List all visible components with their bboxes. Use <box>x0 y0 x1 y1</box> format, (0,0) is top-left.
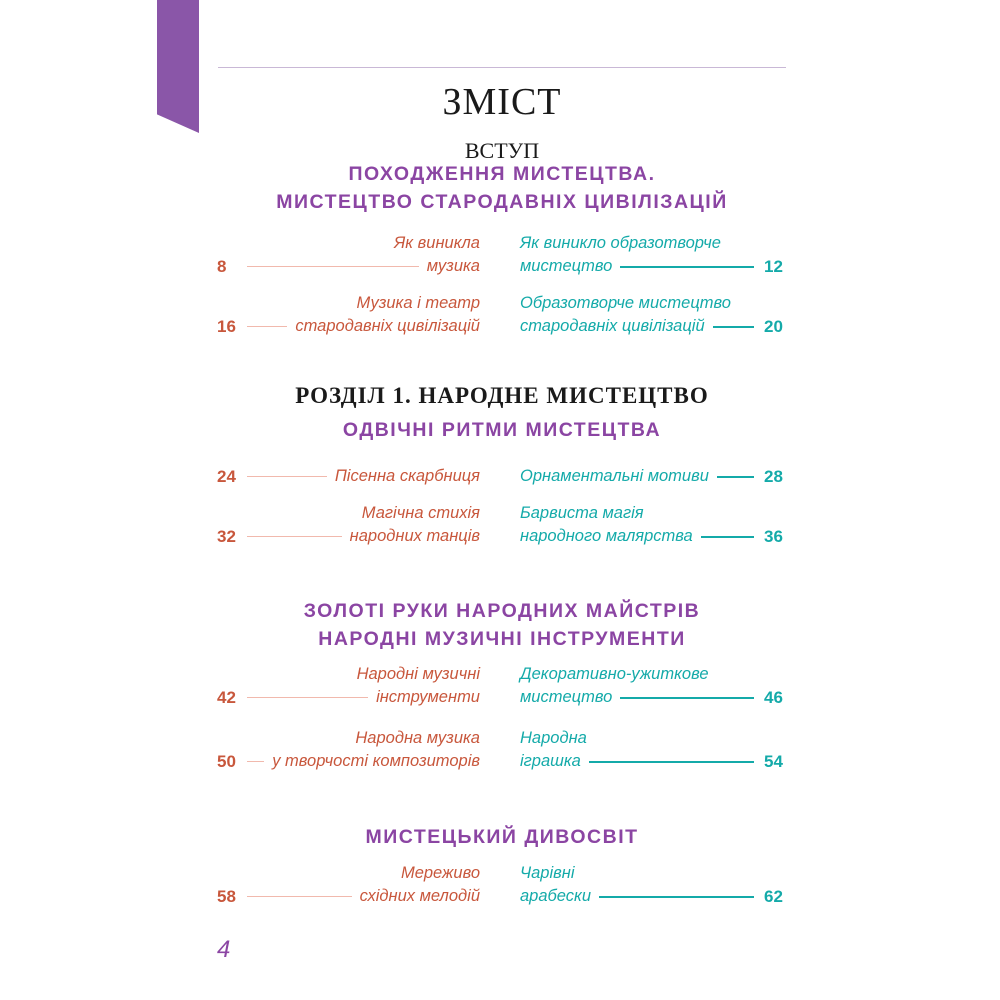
intro-theme-heading <box>218 160 786 216</box>
toc-entry-art[interactable] <box>520 663 760 709</box>
page-ref-music[interactable]: 42 <box>217 688 236 707</box>
theme-line: ПОХОДЖЕННЯ МИСТЕЦТВА. <box>348 163 656 185</box>
page-ref-art[interactable]: 62 <box>764 887 783 906</box>
entry-line: стародавніх цивілізацій <box>295 317 480 335</box>
theme-heading <box>218 823 786 851</box>
toc-entry-music[interactable] <box>240 465 480 488</box>
page-ref-music[interactable]: 24 <box>217 467 236 486</box>
theme-line: НАРОДНІ МУЗИЧНІ ІНСТРУМЕНТИ <box>318 628 686 650</box>
entry-line: мистецтво <box>520 257 613 275</box>
entry-line: у творчості композиторів <box>272 752 480 770</box>
entry-line: народного малярства <box>520 527 693 545</box>
entry-line: Чарівні <box>520 864 575 882</box>
toc-entry-art[interactable] <box>520 862 760 908</box>
page-number: 4 <box>217 936 231 963</box>
toc-entry-music[interactable] <box>240 727 480 773</box>
entry-line: східних мелодій <box>359 887 480 905</box>
toc-entry-music[interactable] <box>240 663 480 709</box>
leader-line <box>599 896 754 898</box>
entry-line: Народні музичні <box>356 665 480 683</box>
toc-entry-art[interactable] <box>520 465 760 488</box>
entry-line: Барвиста магія <box>520 504 644 522</box>
header-rule <box>218 67 786 68</box>
page-ref-art[interactable]: 20 <box>764 317 783 336</box>
theme-heading <box>218 416 786 444</box>
theme-line: ЗОЛОТІ РУКИ НАРОДНИХ МАЙСТРІВ <box>303 600 701 622</box>
page-ref-art[interactable]: 54 <box>764 752 783 771</box>
toc-entry-art[interactable] <box>520 292 760 338</box>
leader-line <box>620 697 754 699</box>
entry-line: іграшка <box>520 752 581 770</box>
entry-line: стародавніх цивілізацій <box>520 317 705 335</box>
entry-line: мистецтво <box>520 688 613 706</box>
theme-line: МИСТЕЦЬКИЙ ДИВОСВІТ <box>365 826 639 848</box>
theme-line: МИСТЕЦТВО СТАРОДАВНІХ ЦИВІЛІЗАЦІЙ <box>276 191 728 213</box>
entry-line: народних танців <box>349 527 480 545</box>
entry-line: Як виникла <box>394 234 480 252</box>
page-ref-music[interactable]: 58 <box>217 887 236 906</box>
entry-line: Як виникло образотворче <box>520 234 721 252</box>
leader-line <box>247 697 368 698</box>
entry-line: Декоративно-ужиткове <box>520 665 709 683</box>
leader-line <box>247 896 352 897</box>
page-ref-art[interactable]: 12 <box>764 257 783 276</box>
section-title: РОЗДІЛ 1. НАРОДНЕ МИСТЕЦТВО <box>295 383 709 408</box>
toc-entry-art[interactable] <box>520 502 760 548</box>
leader-line <box>247 326 287 327</box>
chapter-color-tab <box>157 0 199 133</box>
leader-line <box>247 266 419 267</box>
page-ref-music[interactable]: 32 <box>217 527 236 546</box>
entry-line: музика <box>426 257 480 275</box>
entry-line: Народна <box>520 729 587 747</box>
leader-line <box>247 761 264 762</box>
leader-line <box>589 761 754 763</box>
theme-heading <box>218 597 786 653</box>
leader-line <box>247 476 327 477</box>
toc-entry-art[interactable] <box>520 727 760 773</box>
toc-entry-music[interactable] <box>240 292 480 338</box>
page-ref-music[interactable]: 8 <box>217 257 227 276</box>
leader-line <box>701 536 754 538</box>
page-ref-art[interactable]: 46 <box>764 688 783 707</box>
leader-line <box>620 266 754 268</box>
leader-line <box>247 536 342 537</box>
page-title: ЗМІСТ <box>442 81 562 123</box>
page-ref-music[interactable]: 50 <box>217 752 236 771</box>
entry-line: інструменти <box>376 688 480 706</box>
leader-line <box>717 476 754 478</box>
toc-entry-music[interactable] <box>240 502 480 548</box>
entry-line: Образотворче мистецтво <box>520 294 731 312</box>
toc-entry-music[interactable] <box>240 862 480 908</box>
intro-label: ВСТУП <box>464 138 540 163</box>
theme-line: ОДВІЧНІ РИТМИ МИСТЕЦТВА <box>342 419 662 441</box>
entry-line: Орнаментальні мотиви <box>520 467 709 485</box>
entry-line: Пісенна скарбниця <box>334 467 480 485</box>
entry-line: арабески <box>520 887 592 905</box>
toc-entry-music[interactable] <box>240 232 480 278</box>
leader-line <box>713 326 754 328</box>
entry-line: Мереживо <box>400 864 480 882</box>
entry-line: Музика і театр <box>356 294 480 312</box>
page-ref-art[interactable]: 36 <box>764 527 783 546</box>
page-ref-art[interactable]: 28 <box>764 467 783 486</box>
toc-entry-art[interactable] <box>520 232 760 278</box>
entry-line: Магічна стихія <box>361 504 480 522</box>
entry-line: Народна музика <box>355 729 480 747</box>
page-ref-music[interactable]: 16 <box>217 317 236 336</box>
